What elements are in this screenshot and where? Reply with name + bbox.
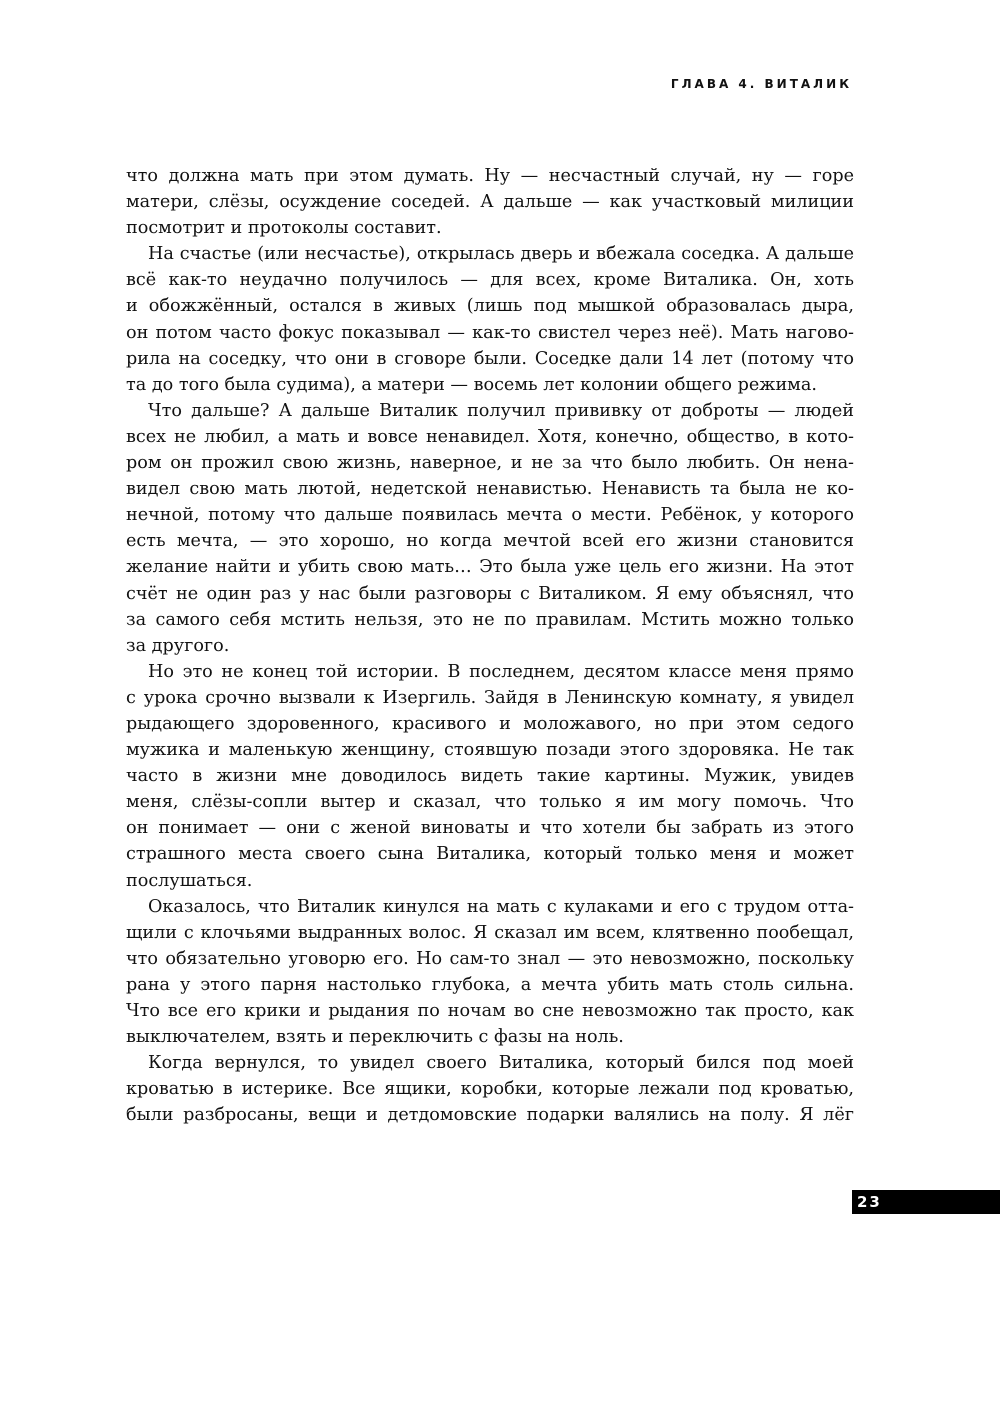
text-line: Что дальше? А дальше Виталик получил прививку от доброты — людей: [148, 400, 854, 421]
text-line: Когда вернулся, то увидел своего Виталика, который бился под моей: [148, 1053, 854, 1074]
page-number-bar: [852, 1190, 1000, 1214]
text-line: счёт не один раз у нас были разговоры с Виталиком. Я ему объяснял, что: [126, 583, 854, 604]
text-line: послушаться.: [126, 870, 253, 891]
text-line: рана у этого парня настолько глубока, а мечта убить мать столь сильна.: [126, 974, 854, 995]
text-line: нечной, потому что дальше появилась мечта о мести. Ребёнок, у которого: [126, 505, 854, 526]
text-line: ром он прожил свою жизнь, наверное, и не за что было любить. Он нена-: [126, 453, 854, 474]
text-line: Но это не конец той истории. В последнем, десятом классе меня прямо: [148, 661, 854, 682]
text-line: за другого.: [126, 635, 230, 656]
text-line: он понимает — они с женой виноваты и что хотели бы забрать из этого: [126, 818, 854, 839]
text-line: выключателем, взять и переключить с фазы на ноль.: [126, 1027, 624, 1048]
text-line: мужика и маленькую женщину, стоявшую позади этого здоровяка. Не так: [126, 740, 854, 761]
text-line: страшного места своего сына Виталика, который только меня и может: [126, 844, 854, 865]
page-number: 23: [857, 1193, 882, 1211]
text-line: На счастье (или несчастье), открылась дверь и вбежала соседка. А дальше: [148, 244, 854, 265]
text-line: и обожжённый, остался в живых (лишь под мышкой образовалась дыра,: [126, 296, 854, 317]
text-line: Что все его крики и рыдания по ночам во сне невозможно так просто, как: [126, 1001, 854, 1021]
text-line: часто в жизни мне доводилось видеть такие картины. Мужик, увидев: [126, 766, 854, 787]
text-line: кроватью в истерике. Все ящики, коробки, которые лежали под кроватью,: [126, 1079, 854, 1100]
text-line: с урока срочно вызвали к Изергиль. Зайдя в Ленинскую комнату, я увидел: [126, 687, 854, 708]
body-text: [126, 163, 854, 1128]
text-line: матери, слёзы, осуждение соседей. А дальше — как участковый милиции: [126, 192, 854, 213]
text-line: за самого себя мстить нельзя, это не по правилам. Мстить можно только: [126, 609, 854, 630]
text-line: рыдающего здоровенного, красивого и моложавого, но при этом седого: [126, 713, 854, 734]
text-line: видел свою мать лютой, недетской ненавистью. Ненависть та была не ко-: [126, 479, 854, 500]
text-line: Оказалось, что Виталик кинулся на мать с кулаками и его с трудом отта-: [148, 896, 854, 917]
text-line: та до того была судима), а матери — восемь лет колонии общего режима.: [126, 374, 817, 395]
text-line: посмотрит и протоколы составит.: [126, 218, 442, 239]
text-line: что обязательно уговорю его. Но сам-то знал — это невозможно, поскольку: [126, 948, 854, 969]
text-line: рила на соседку, что они в сговоре были. Соседке дали 14 лет (потому что: [126, 348, 854, 369]
text-line: всё как-то неудачно получилось — для всех, кроме Виталика. Он, хоть: [126, 270, 854, 291]
text-line: меня, слёзы-сопли вытер и сказал, что только я им могу помочь. Что: [126, 792, 854, 813]
text-line: щили с клочьями выдранных волос. Я сказал им всем, клятвенно пообещал,: [126, 922, 854, 943]
text-line: он потом часто фокус показывал — как-то свистел через неё). Мать нагово-: [126, 322, 854, 343]
text-line: всех не любил, а мать и вовсе ненавидел. Хотя, конечно, общество, в кото-: [126, 426, 854, 447]
text-line: что должна мать при этом думать. Ну — несчастный случай, ну — горе: [126, 166, 854, 186]
text-line: были разбросаны, вещи и детдомовские подарки валялись на полу. Я лёг: [126, 1105, 854, 1126]
running-head: ГЛАВА 4. ВИТАЛИК: [670, 77, 852, 91]
text-line: есть мечта, — это хорошо, но когда мечтой всей его жизни становится: [126, 531, 854, 552]
text-line: желание найти и убить свою мать… Это была уже цель его жизни. На этот: [126, 557, 854, 578]
